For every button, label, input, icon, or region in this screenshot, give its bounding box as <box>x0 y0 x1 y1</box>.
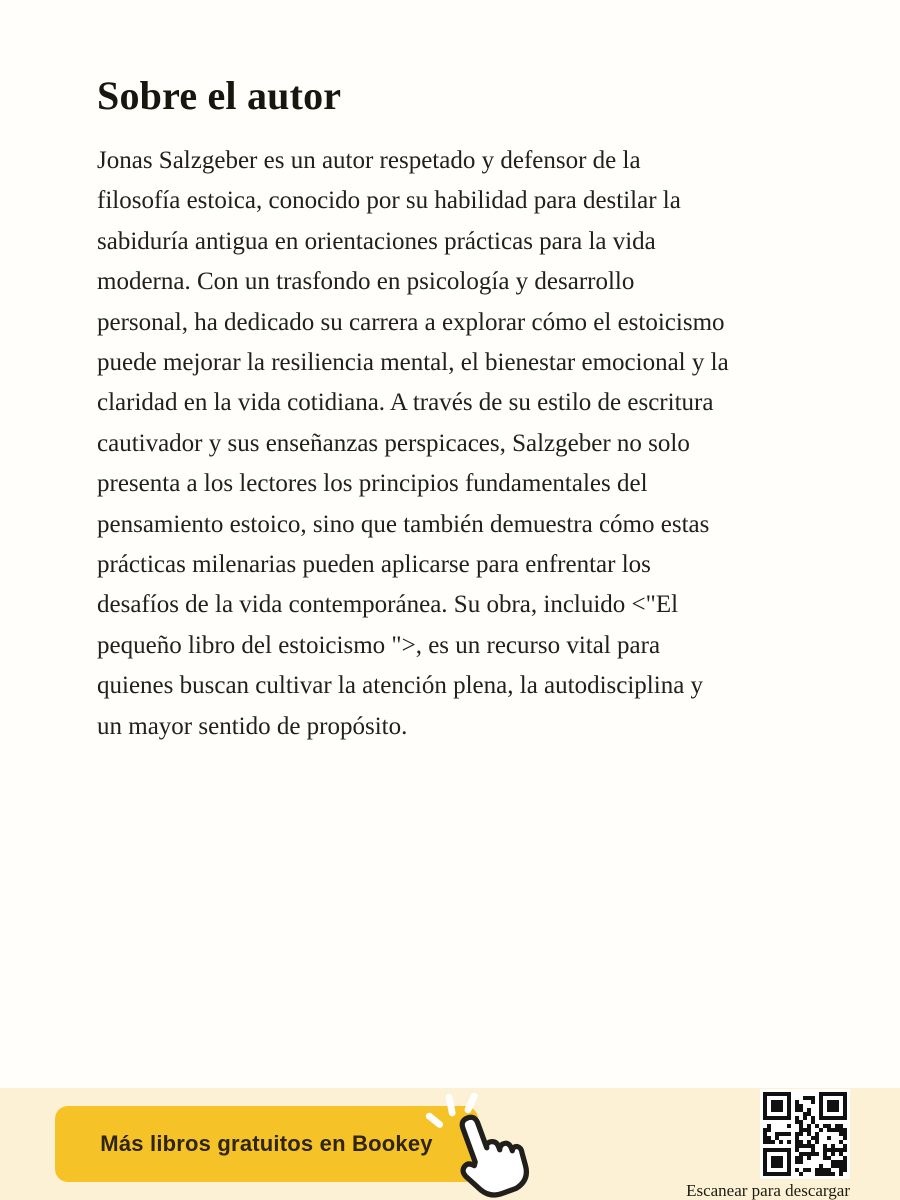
bio-line: pensamiento estoico, sino que también demuestra cómo estas <box>97 510 710 538</box>
bookey-free-books-button[interactable] <box>55 1106 478 1182</box>
bio-line: presenta a los lectores los principios fundamentales del <box>97 470 648 498</box>
bio-line: desafíos de la vida contemporánea. Su obra, incluido <"El <box>97 591 679 619</box>
qr-download-block <box>686 1089 850 1200</box>
author-bio-paragraph <box>97 141 837 747</box>
bio-line: cautivador y sus enseñanzas perspicaces, Salzgeber no solo <box>97 429 690 457</box>
qr-code-icon <box>760 1089 850 1179</box>
bio-line: personal, ha dedicado su carrera a explorar cómo el estoicismo <box>97 308 725 336</box>
page-title: Sobre el autor <box>97 73 342 118</box>
bio-line: Jonas Salzgeber es un autor respetado y defensor de la <box>97 147 641 174</box>
bio-line: un mayor sentido de propósito. <box>97 712 408 740</box>
bio-line: claridad en la vida cotidiana. A través de su estilo de escritura <box>97 389 714 417</box>
bio-line: quienes buscan cultivar la atención plena, la autodisciplina y <box>97 672 704 700</box>
bio-line: prácticas milenarias pueden aplicarse para enfrentar los <box>97 551 651 579</box>
qr-caption: Escanear para descargar <box>686 1181 850 1200</box>
bio-line: pequeño libro del estoicismo ">, es un recurso vital para <box>97 631 661 659</box>
bio-line: sabiduría antigua en orientaciones prácticas para la vida <box>97 227 656 255</box>
bio-line: puede mejorar la resiliencia mental, el bienestar emocional y la <box>97 349 729 377</box>
bookey-button-label: Más libros gratuitos en Bookey <box>100 1131 433 1156</box>
bio-line: filosofía estoica, conocido por su habilidad para destilar la <box>97 187 681 215</box>
bio-line: moderna. Con un trasfondo en psicología y desarrollo <box>97 268 635 296</box>
footer-banner <box>0 1088 900 1200</box>
